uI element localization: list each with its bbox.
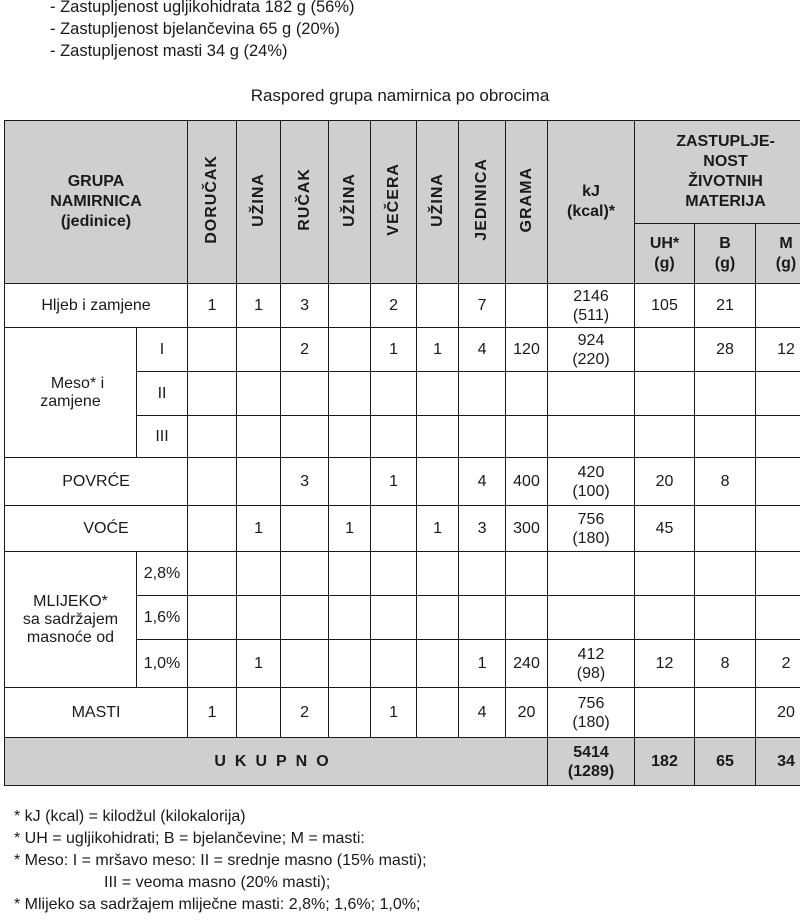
cell (756, 372, 800, 416)
footnote: III = veoma masno (20% masti); (104, 874, 331, 891)
cell (188, 372, 237, 416)
energy-cell: 2146 (511) (548, 284, 635, 328)
table-row (5, 284, 800, 328)
cell (188, 506, 237, 552)
footnote: * UH = ugljikohidrati; B = bjelančevine; M = masti: (14, 830, 365, 847)
cell: 1 (371, 688, 417, 738)
cell (506, 552, 548, 596)
cell: 2 (756, 640, 800, 688)
footnote: * Meso: I = mršavo meso: II = srednje masno (15% masti); (14, 852, 427, 869)
cell (756, 506, 800, 552)
header-kj-line: kJ (582, 183, 600, 200)
cell: 400 (506, 458, 548, 506)
table-row (5, 552, 800, 596)
cell (459, 372, 506, 416)
header-group-line: (jedinice) (60, 213, 132, 230)
energy-cell: 756 (180) (548, 688, 635, 738)
cell (237, 688, 281, 738)
header-zastupljenost (635, 121, 800, 224)
header-group (5, 121, 188, 284)
cell (329, 284, 371, 328)
intro-line: - Zastupljenost ugljikohidrata 182 g (56%) (50, 0, 355, 16)
header-uh: UH* (g) (635, 224, 695, 284)
cell (506, 596, 548, 640)
sub-label: 2,8% (137, 552, 188, 596)
header-vecera: VEČERA (371, 121, 417, 284)
total-m: 34 (756, 738, 800, 786)
cell: 45 (635, 506, 695, 552)
cell: 1 (237, 284, 281, 328)
cell (329, 328, 371, 372)
cell: 1 (459, 640, 506, 688)
cell (756, 416, 800, 458)
total-label: UKUPNO (5, 738, 548, 786)
cell (237, 328, 281, 372)
header-rucak: RUČAK (281, 121, 329, 284)
header-uzina-2: UŽINA (329, 121, 371, 284)
cell: 105 (635, 284, 695, 328)
cell (506, 372, 548, 416)
cell (417, 640, 459, 688)
cell (188, 416, 237, 458)
cell (371, 416, 417, 458)
cell (188, 640, 237, 688)
cell (281, 506, 329, 552)
header-grama: GRAMA (506, 121, 548, 284)
cell: 2 (281, 328, 329, 372)
cell (635, 416, 695, 458)
cell (188, 552, 237, 596)
cell (417, 688, 459, 738)
cell: 300 (506, 506, 548, 552)
cell (635, 328, 695, 372)
cell (329, 372, 371, 416)
cell (329, 458, 371, 506)
cell (329, 640, 371, 688)
cell: 240 (506, 640, 548, 688)
cell (371, 552, 417, 596)
cell: 1 (371, 328, 417, 372)
energy-cell: 924 (220) (548, 328, 635, 372)
cell (281, 372, 329, 416)
header-jedinica: JEDINICA (459, 121, 506, 284)
cell (237, 416, 281, 458)
cell (329, 688, 371, 738)
total-energy: 5414 (1289) (548, 738, 635, 786)
cell: 1 (371, 458, 417, 506)
header-zast-line: MATERIJA (685, 193, 766, 210)
total-b: 65 (695, 738, 756, 786)
cell: 4 (459, 688, 506, 738)
cell (188, 596, 237, 640)
cell (329, 416, 371, 458)
cell: 7 (459, 284, 506, 328)
cell (756, 596, 800, 640)
cell (756, 284, 800, 328)
header-zast-line: NOST (703, 153, 748, 170)
header-kj-line: (kcal)* (567, 203, 616, 220)
cell (237, 372, 281, 416)
cell: 1 (237, 506, 281, 552)
cell: 12 (756, 328, 800, 372)
cell (548, 596, 635, 640)
cell: 20 (506, 688, 548, 738)
header-group-line: GRUPA (67, 173, 125, 190)
header-m: M (g) (756, 224, 800, 284)
table-row (5, 458, 800, 506)
cell (371, 372, 417, 416)
cell: 3 (281, 458, 329, 506)
cell (695, 372, 756, 416)
cell (237, 458, 281, 506)
cell: 2 (371, 284, 417, 328)
footnotes (14, 806, 427, 916)
cell: 12 (635, 640, 695, 688)
table-caption: Raspored grupa namirnica po obrocima (250, 86, 550, 105)
footnote: * Mlijeko sa sadržajem mliječne masti: 2,8%; 1,6%; 1,0%; (14, 896, 421, 913)
cell (459, 416, 506, 458)
cell (237, 552, 281, 596)
cell (329, 596, 371, 640)
cell (635, 596, 695, 640)
header-kj (548, 121, 635, 284)
cell (281, 640, 329, 688)
cell (281, 416, 329, 458)
row-label: MASTI (5, 688, 188, 738)
table-row (5, 506, 800, 552)
row-label-mlijeko: MLIJEKO* sa sadržajem masnoće od (5, 552, 137, 688)
cell (371, 596, 417, 640)
footnote: * kJ (kcal) = kilodžul (kilokalorija) (14, 808, 246, 825)
cell: 1 (188, 688, 237, 738)
cell (329, 552, 371, 596)
cell: 28 (695, 328, 756, 372)
cell (635, 552, 695, 596)
sub-label: II (137, 372, 188, 416)
row-label: Hljeb i zamjene (5, 284, 188, 328)
cell (371, 506, 417, 552)
cell (635, 372, 695, 416)
table-row (5, 688, 800, 738)
energy-cell: 420 (100) (548, 458, 635, 506)
cell (756, 552, 800, 596)
cell (695, 416, 756, 458)
cell (281, 552, 329, 596)
cell (695, 506, 756, 552)
row-label: VOĆE (5, 506, 188, 552)
cell: 2 (281, 688, 329, 738)
cell: 21 (695, 284, 756, 328)
header-uzina-3: UŽINA (417, 121, 459, 284)
cell: 8 (695, 640, 756, 688)
intro-line: - Zastupljenost masti 34 g (24%) (50, 42, 288, 60)
cell: 20 (756, 688, 800, 738)
cell (237, 596, 281, 640)
cell (506, 284, 548, 328)
cell (695, 596, 756, 640)
cell: 120 (506, 328, 548, 372)
cell (695, 552, 756, 596)
cell (281, 596, 329, 640)
cell: 3 (459, 506, 506, 552)
cell (506, 416, 548, 458)
cell (695, 688, 756, 738)
sub-label: 1,6% (137, 596, 188, 640)
cell (417, 416, 459, 458)
cell (371, 640, 417, 688)
cell: 4 (459, 458, 506, 506)
energy-cell: 412 (98) (548, 640, 635, 688)
cell (417, 458, 459, 506)
cell (417, 552, 459, 596)
cell: 4 (459, 328, 506, 372)
row-label-meso: Meso* i zamjene (5, 328, 137, 458)
energy-cell: 756 (180) (548, 506, 635, 552)
header-dorucak: DORUČAK (188, 121, 237, 284)
cell (417, 372, 459, 416)
cell (417, 284, 459, 328)
sub-label: I (137, 328, 188, 372)
cell: 1 (417, 328, 459, 372)
header-zast-line: ZASTUPLJE- (676, 133, 775, 150)
header-b: B (g) (695, 224, 756, 284)
intro-list (50, 0, 355, 62)
cell: 1 (237, 640, 281, 688)
total-uh: 182 (635, 738, 695, 786)
sub-label: III (137, 416, 188, 458)
cell: 1 (188, 284, 237, 328)
cell (548, 552, 635, 596)
cell: 1 (329, 506, 371, 552)
table-row (5, 328, 800, 372)
cell (188, 458, 237, 506)
cell: 8 (695, 458, 756, 506)
row-label: POVRĆE (5, 458, 188, 506)
sub-label: 1,0% (137, 640, 188, 688)
cell (756, 458, 800, 506)
header-zast-line: ŽIVOTNIH (688, 173, 763, 190)
cell (635, 688, 695, 738)
meal-distribution-table (4, 120, 800, 786)
intro-line: - Zastupljenost bjelančevina 65 g (20%) (50, 20, 340, 38)
total-row (5, 738, 800, 786)
cell: 1 (417, 506, 459, 552)
cell (548, 416, 635, 458)
cell (459, 596, 506, 640)
cell: 20 (635, 458, 695, 506)
cell (548, 372, 635, 416)
cell (188, 328, 237, 372)
cell: 3 (281, 284, 329, 328)
header-uzina-1: UŽINA (237, 121, 281, 284)
header-group-line: NAMIRNICA (50, 193, 142, 210)
cell (417, 596, 459, 640)
cell (459, 552, 506, 596)
